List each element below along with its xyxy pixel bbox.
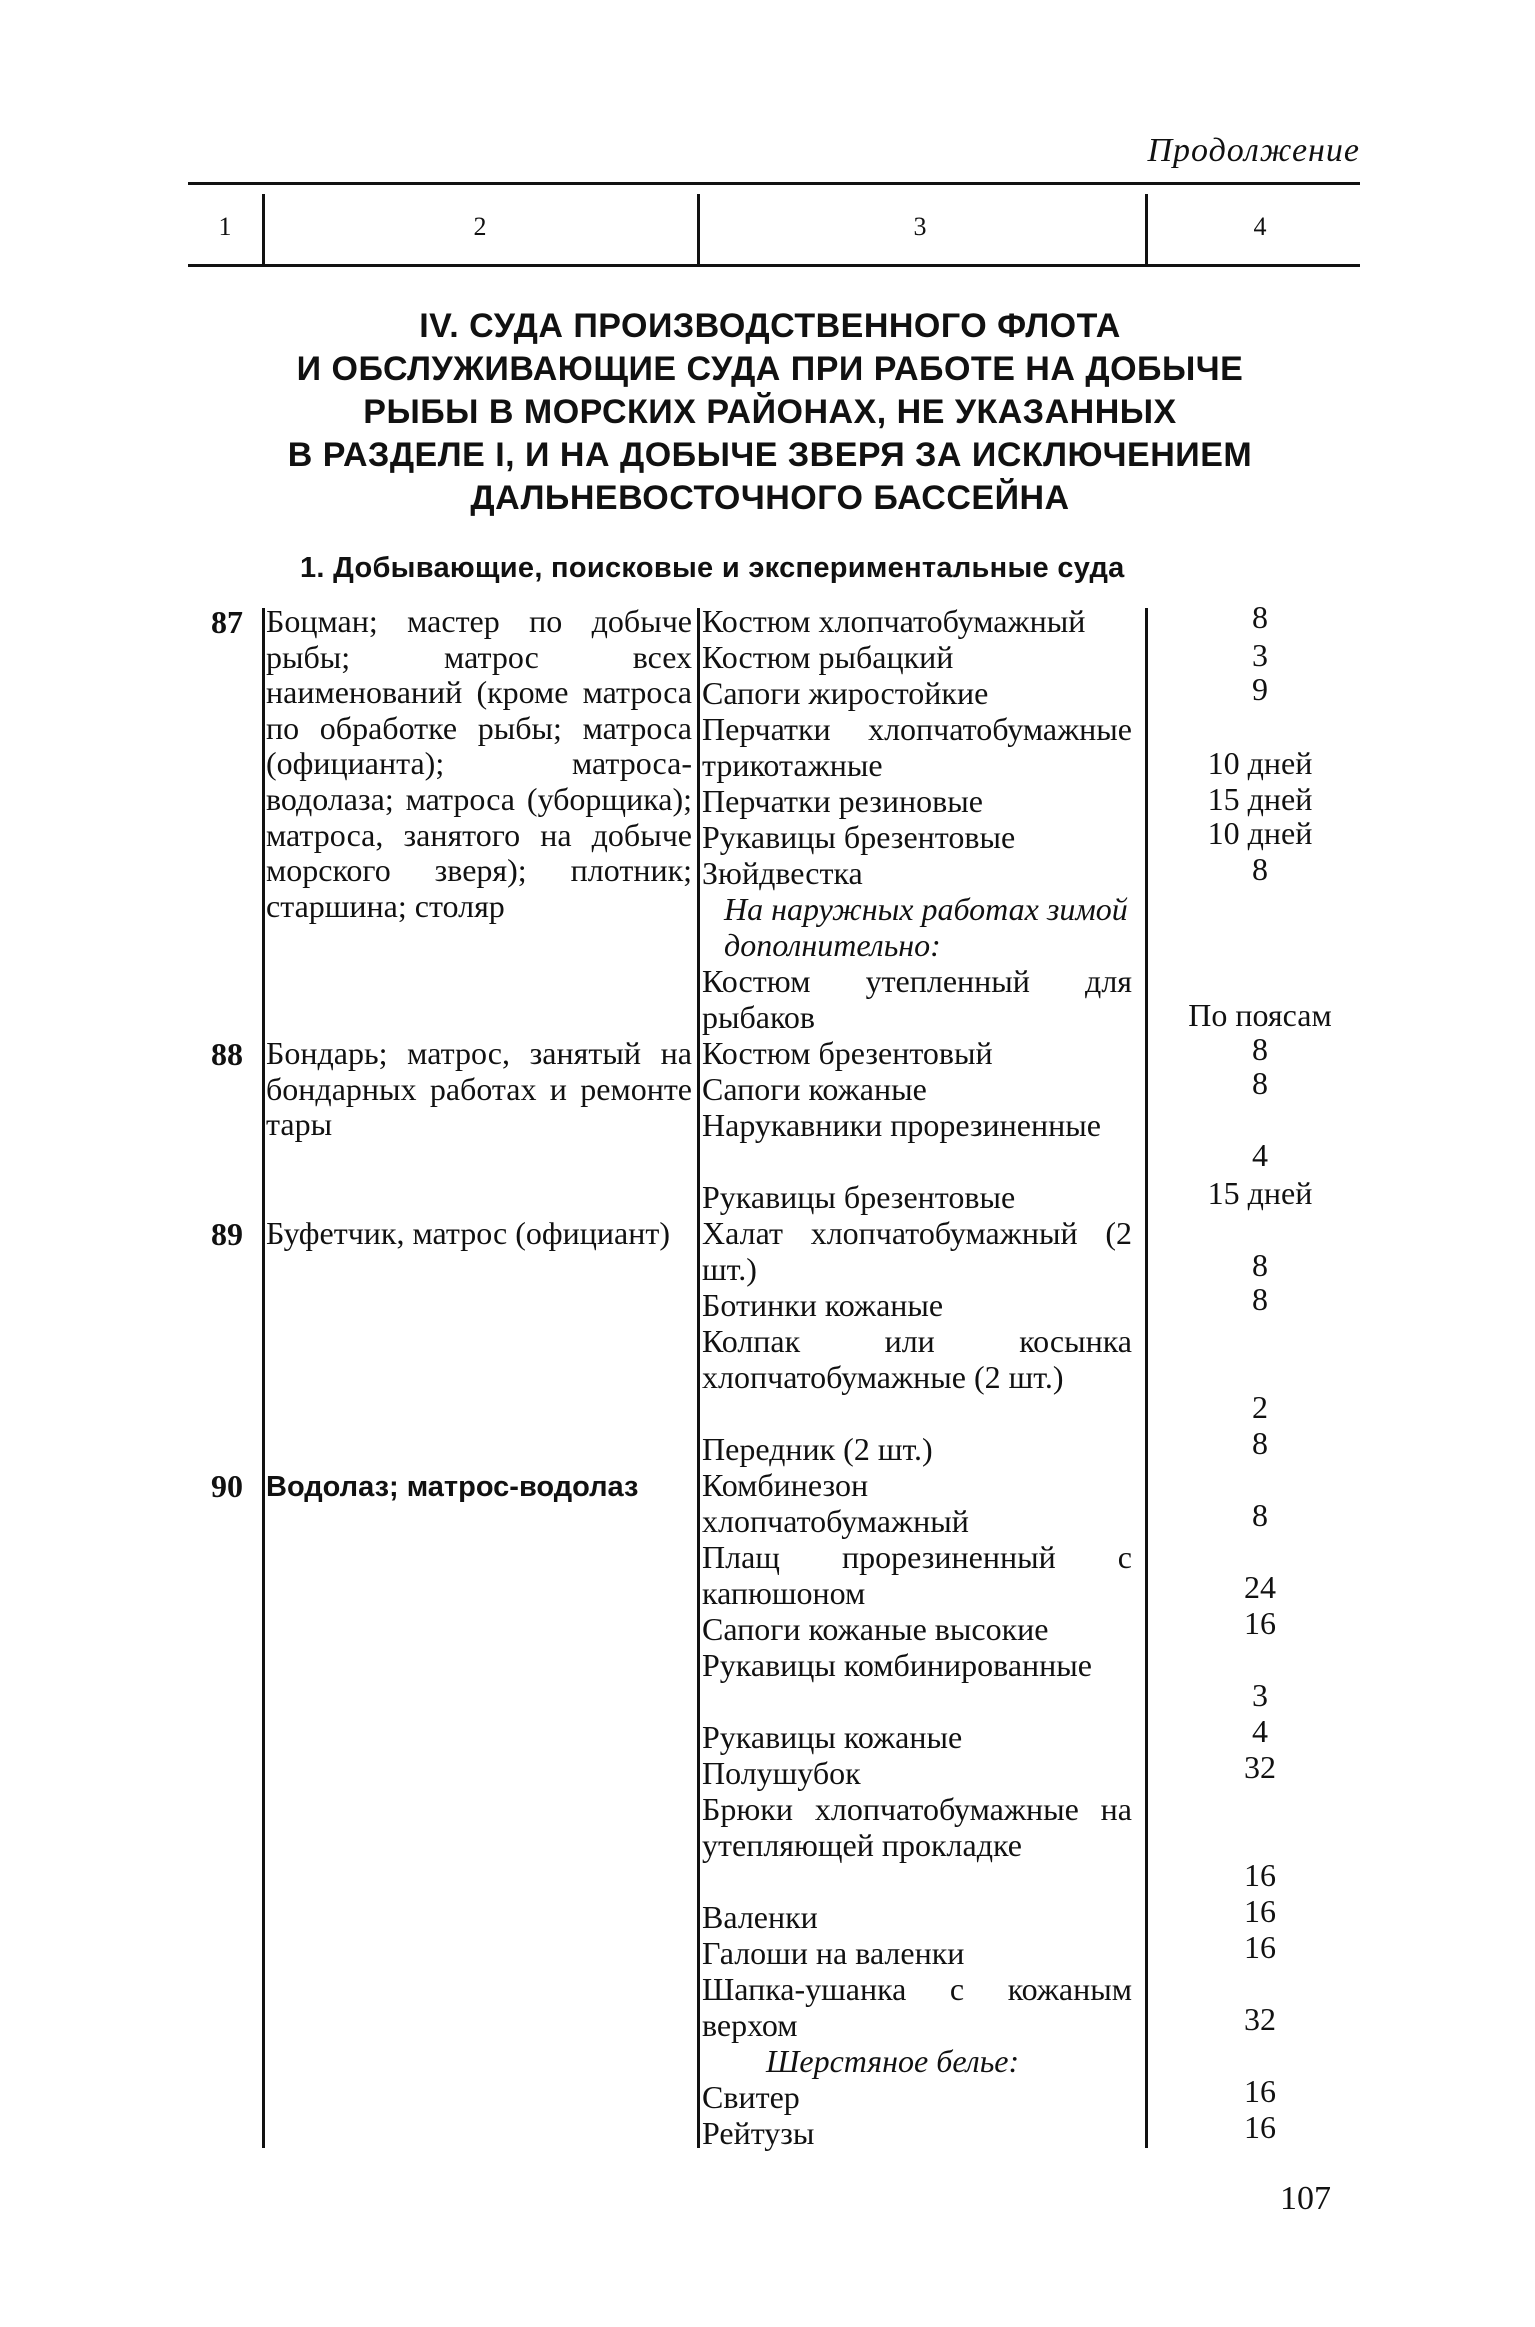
item-text: Сапоги жиростойкие	[702, 675, 989, 711]
value-cell: 15 дней	[1207, 781, 1313, 817]
value-cell: 24	[1244, 1569, 1276, 1605]
item-cell	[702, 1216, 1132, 1287]
body-col-divider-3	[1145, 608, 1148, 2148]
body-col-divider-1	[262, 608, 265, 2148]
item-cell	[702, 1648, 1132, 1684]
value-cell: 16	[1244, 1893, 1276, 1929]
item-cell	[702, 964, 1132, 1035]
item-cell	[702, 712, 1132, 783]
item-text: Брюки хлопчатобумажные на утепляющей прокладке	[702, 1791, 1132, 1863]
item-text: Рукавицы комбинированные	[702, 1647, 1092, 1683]
section-title-line: ДАЛЬНЕВОСТОЧНОГО БАССЕЙНА	[470, 479, 1070, 517]
item-text: Плащ прорезиненный с капюшоном	[702, 1539, 1132, 1611]
row-number: 90	[211, 1468, 243, 1504]
value-cell: 32	[1244, 1749, 1276, 1785]
item-text: Свитер	[702, 2079, 800, 2115]
section-title-line: IV. СУДА ПРОИЗВОДСТВЕННОГО ФЛОТА	[419, 307, 1121, 345]
value-cell: 16	[1244, 2109, 1276, 2145]
item-text: Галоши на валенки	[702, 1935, 965, 1971]
item-text: Рукавицы кожаные	[702, 1719, 963, 1755]
item-cell	[702, 1936, 1132, 1972]
continuation-label: Продолжение	[1147, 132, 1360, 169]
item-text: Перчатки резиновые	[702, 783, 983, 819]
value-cell: 9	[1252, 671, 1268, 707]
row-number: 87	[211, 604, 243, 640]
item-text: Передник (2 шт.)	[702, 1431, 933, 1467]
item-text: Рукавицы брезентовые	[702, 1179, 1016, 1215]
item-text: Шапка-ушанка с кожаным верхом	[702, 1971, 1132, 2043]
value-cell: 8	[1252, 1031, 1268, 1067]
item-text: Ботинки кожаные	[702, 1287, 944, 1323]
item-cell-italic-heading	[702, 892, 1132, 963]
value-cell: 8	[1252, 851, 1268, 887]
value-cell: По поясам	[1188, 997, 1332, 1033]
item-text: Перчатки хлопчатобумажные трикотажные	[702, 711, 1132, 783]
value-cell: 15 дней	[1207, 1175, 1313, 1211]
header-col-divider-3	[1145, 194, 1148, 264]
value-cell: 3	[1252, 637, 1268, 673]
item-cell	[702, 856, 1132, 892]
item-text: На наружных работах зимой дополнительно:	[724, 891, 1128, 963]
item-cell	[702, 1036, 1132, 1072]
column-number-4: 4	[1253, 212, 1267, 241]
item-cell	[702, 1792, 1132, 1863]
value-cell: 32	[1244, 2001, 1276, 2037]
section-title-line: И ОБСЛУЖИВАЮЩИЕ СУДА ПРИ РАБОТЕ НА ДОБЫЧЕ	[296, 350, 1244, 388]
header-col-divider-1	[262, 194, 265, 264]
value-cell: 4	[1252, 1137, 1268, 1173]
item-text: Колпак или косынка хлопчатобумажные (2 шт.)	[702, 1323, 1132, 1395]
item-text: Костюм хлопчатобумажный	[702, 603, 1086, 639]
item-text: Зюйдвестка	[702, 855, 863, 891]
item-cell	[702, 2080, 1132, 2116]
row-number: 89	[211, 1216, 243, 1252]
item-cell	[702, 604, 1132, 640]
item-text: Костюм утепленный для рыбаков	[702, 963, 1132, 1035]
item-cell	[702, 1180, 1132, 1216]
item-cell	[702, 1756, 1132, 1792]
profession-cell: Водолаз; матрос-водолаз	[266, 1471, 639, 1503]
item-cell	[702, 1324, 1132, 1395]
value-cell: 2	[1252, 1389, 1268, 1425]
item-text: Рукавицы брезентовые	[702, 819, 1016, 855]
value-cell: 16	[1244, 2073, 1276, 2109]
header-col-divider-2	[697, 194, 700, 264]
value-cell: 16	[1244, 1605, 1276, 1641]
header-bottom-rule	[188, 264, 1360, 267]
item-text: Сапоги кожаные высокие	[702, 1611, 1049, 1647]
item-cell	[702, 1288, 1132, 1324]
item-cell	[702, 676, 1132, 712]
column-number-2: 2	[473, 212, 487, 241]
item-cell	[702, 820, 1132, 856]
item-text: Рейтузы	[702, 2115, 815, 2151]
section-title-line: В РАЗДЕЛЕ I, И НА ДОБЫЧЕ ЗВЕРЯ ЗА ИСКЛЮЧЕНИЕМ	[287, 436, 1253, 474]
value-cell: 4	[1252, 1713, 1268, 1749]
value-cell: 8	[1252, 1065, 1268, 1101]
item-text: Сапоги кожаные	[702, 1071, 927, 1107]
item-cell	[702, 1972, 1132, 2043]
item-cell	[702, 1108, 1132, 1144]
item-cell	[702, 2116, 1132, 2152]
item-cell	[702, 640, 1132, 676]
value-cell: 8	[1252, 599, 1268, 635]
value-cell: 8	[1252, 1497, 1268, 1533]
item-cell	[702, 1432, 1132, 1468]
page-number: 107	[1280, 2180, 1331, 2217]
item-cell	[702, 1540, 1132, 1611]
section-title	[150, 305, 1390, 520]
item-text: Полушубок	[702, 1755, 861, 1791]
value-cell: 16	[1244, 1857, 1276, 1893]
value-cell: 8	[1252, 1281, 1268, 1317]
item-cell-italic-heading	[702, 2044, 1132, 2080]
profession-cell: Боцман; мастер по добыче рыбы; матрос всех наименований (кроме матроса по обработке рыбы; матроса (официанта); матроса-водолаза; матроса (уборщика); матроса, занятого на добыче морского зверя); плотник; старшина; столяр	[266, 603, 692, 924]
value-cell: 10 дней	[1207, 745, 1313, 781]
item-cell	[702, 1612, 1132, 1648]
profession-cell: Буфетчик, матрос (официант)	[266, 1215, 670, 1251]
row-number: 88	[211, 1036, 243, 1072]
item-text: Костюм рыбацкий	[702, 639, 954, 675]
value-cell: 10 дней	[1207, 815, 1313, 851]
section-title-line: РЫБЫ В МОРСКИХ РАЙОНАХ, НЕ УКАЗАННЫХ	[363, 393, 1177, 431]
profession-cell: Бондарь; матрос, занятый на бондарных работах и ремонте тары	[266, 1035, 692, 1143]
column-number-1: 1	[218, 212, 232, 241]
item-cell	[702, 1720, 1132, 1756]
item-text: Костюм брезентовый	[702, 1035, 993, 1071]
item-cell	[702, 1468, 1132, 1539]
value-cell: 8	[1252, 1247, 1268, 1283]
column-number-3: 3	[913, 212, 927, 241]
item-text: Шерстяное белье:	[766, 2043, 1020, 2079]
item-cell	[702, 784, 1132, 820]
subsection-title: 1. Добывающие, поисковые и экспериментальные суда	[300, 552, 1125, 584]
item-text: Халат хлопчатобумажный (2 шт.)	[702, 1215, 1132, 1287]
value-cell: 8	[1252, 1425, 1268, 1461]
item-text: Нарукавники прорезиненные	[702, 1107, 1101, 1143]
item-text: Комбинезон хлопчатобумажный	[702, 1467, 969, 1539]
item-cell	[702, 1900, 1132, 1936]
value-cell: 16	[1244, 1929, 1276, 1965]
item-text: Валенки	[702, 1899, 818, 1935]
body-col-divider-2	[697, 608, 700, 2148]
item-cell	[702, 1072, 1132, 1108]
value-cell: 3	[1252, 1677, 1268, 1713]
header-top-rule	[188, 182, 1360, 185]
